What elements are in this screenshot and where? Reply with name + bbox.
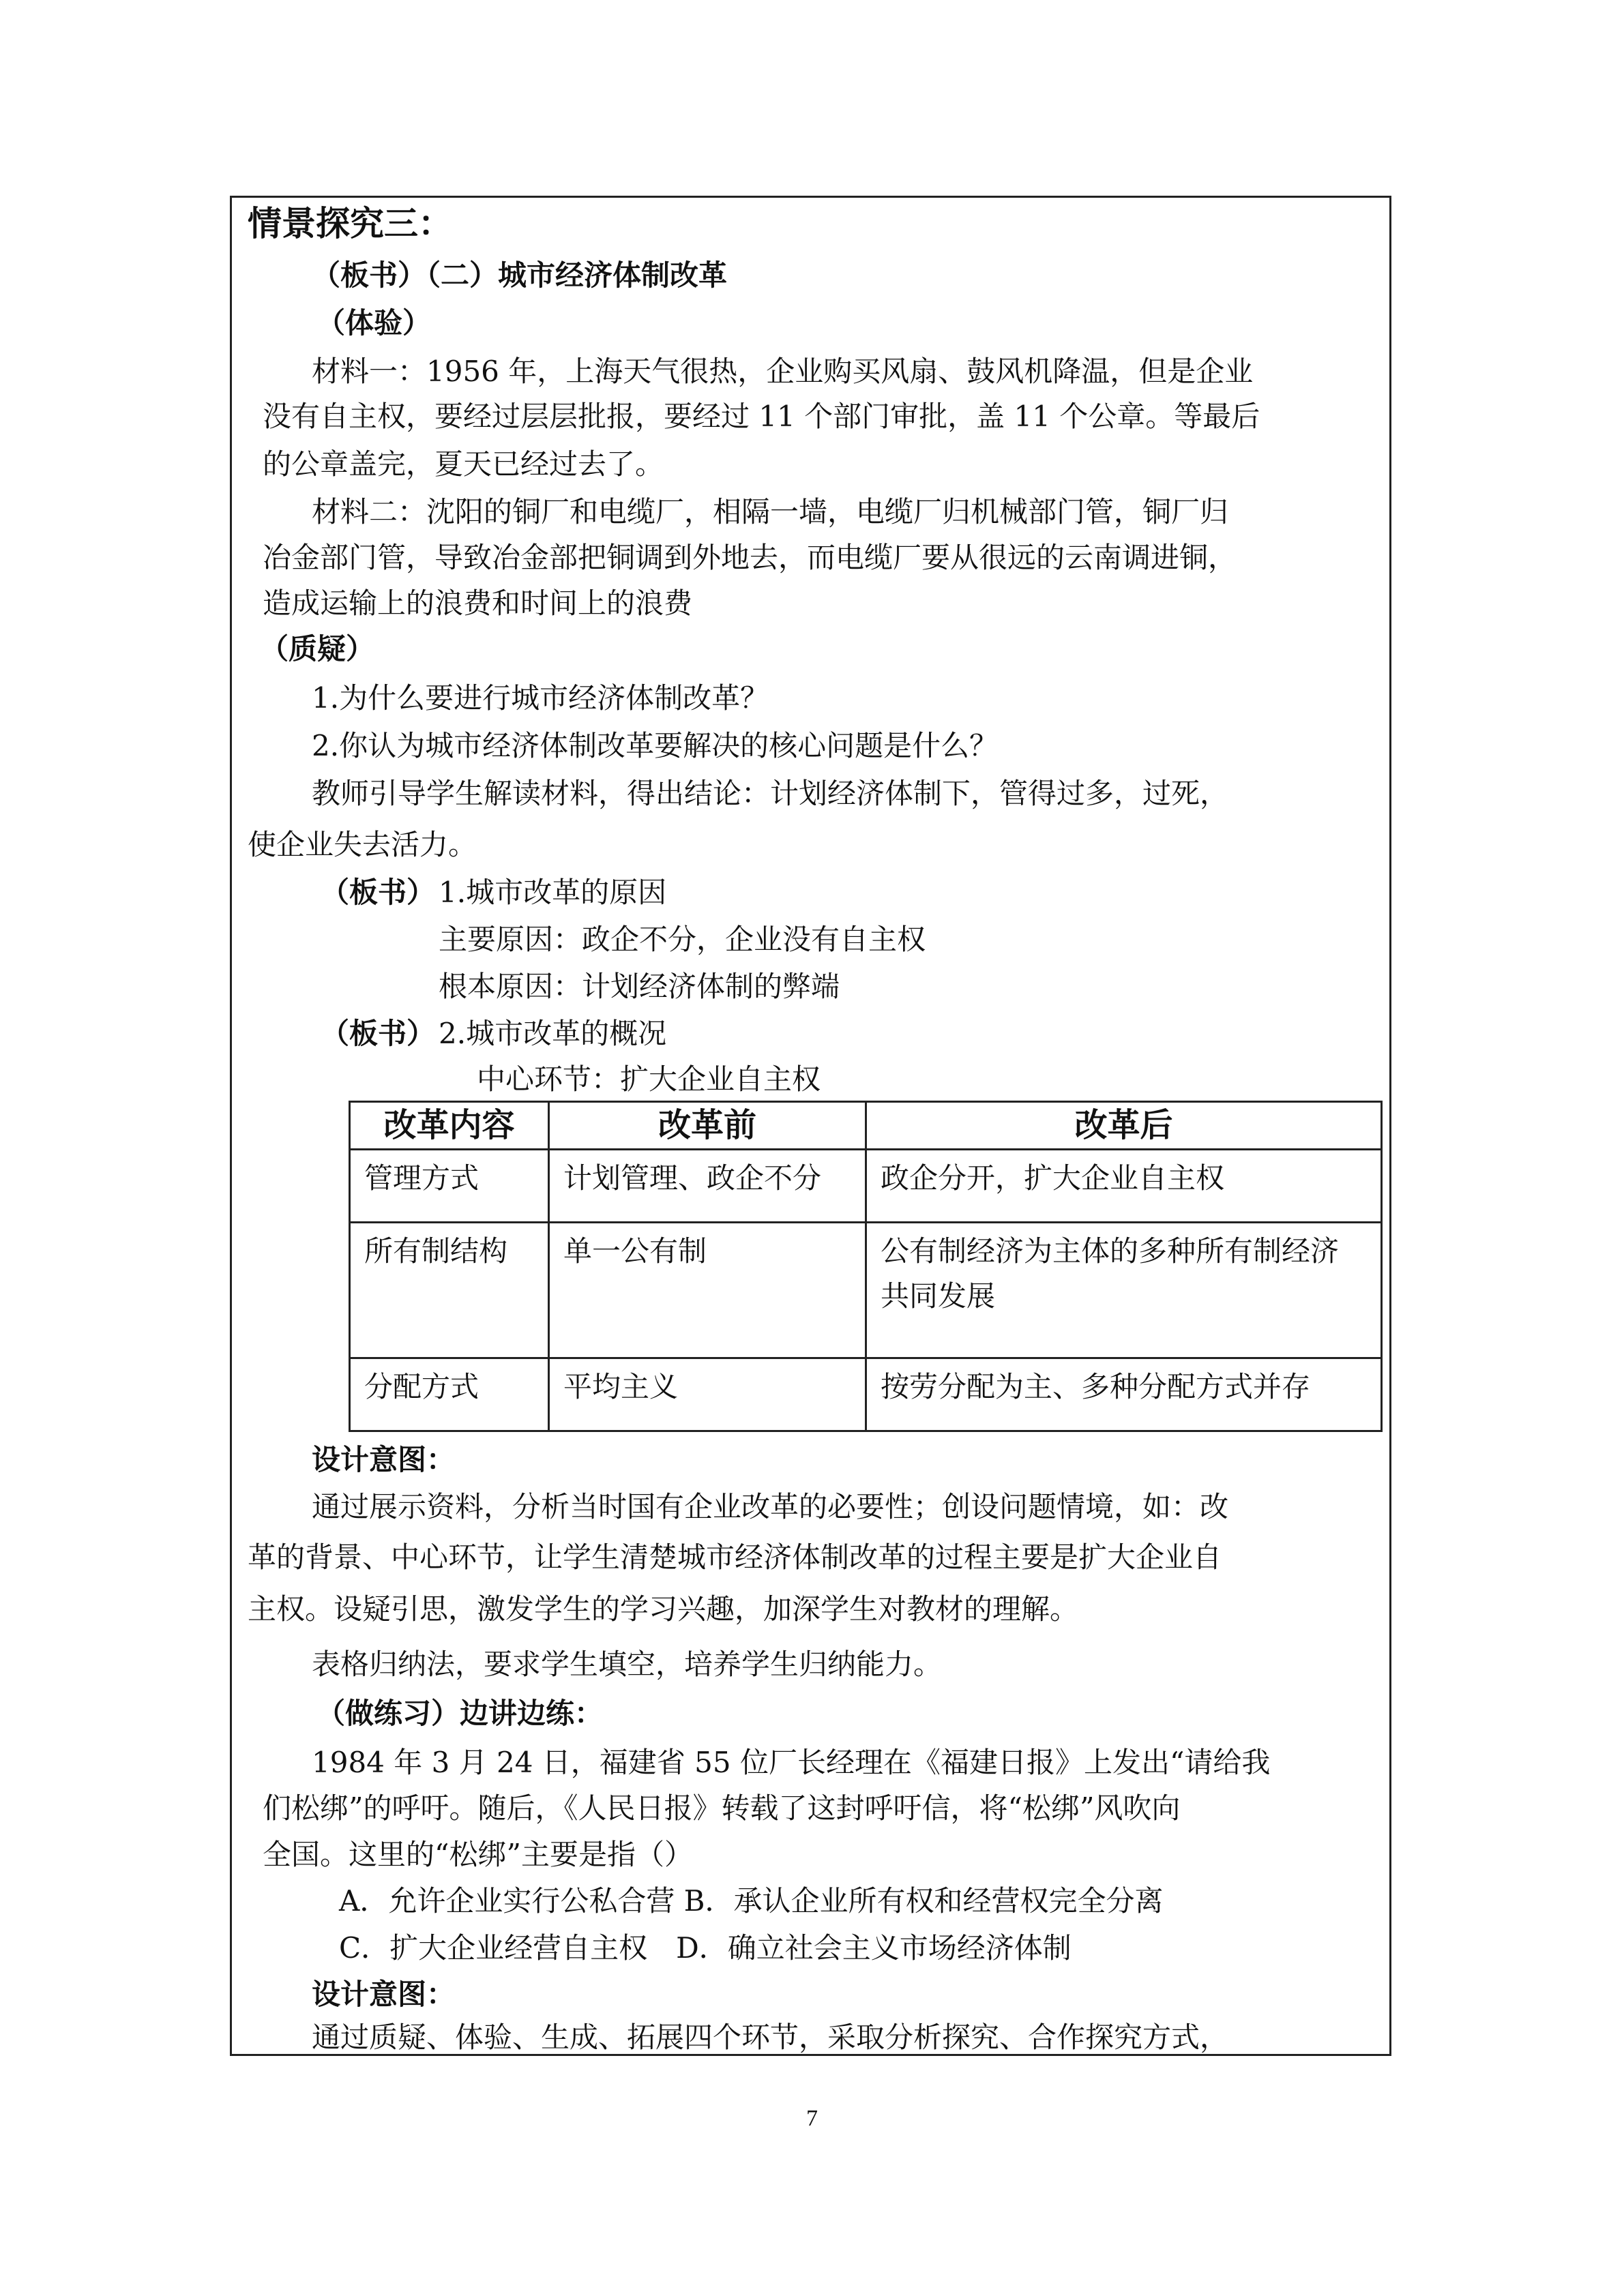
material1-line: 的公章盖完，夏天已经过去了。 <box>263 447 664 481</box>
question-item: 2.你认为城市经济体制改革要解决的核心问题是什么？ <box>312 729 999 762</box>
design-text-line: 革的背景、中心环节，让学生清楚城市经济体制改革的过程主要是扩大企业自 <box>248 1540 1222 1574</box>
table-header-row <box>350 1102 1382 1150</box>
table-row <box>350 1223 1382 1358</box>
design-label: 设计意图： <box>312 1978 456 2011</box>
table-cell: 分配方式 <box>350 1358 549 1431</box>
experience-label: （体验） <box>316 306 432 340</box>
board1-main-reason: 主要原因：政企不分，企业没有自主权 <box>439 923 926 956</box>
design-text-line: 通过展示资料，分析当时国有企业改革的必要性；创设问题情境，如：改 <box>312 1490 1229 1523</box>
section-title: 情景探究三： <box>248 204 452 243</box>
table-cell: 政企分开，扩大企业自主权 <box>866 1150 1382 1223</box>
table-header: 改革内容 <box>350 1102 549 1150</box>
practice-text-line: 全国。这里的“松绑”主要是指（） <box>263 1838 693 1871</box>
table-cell: 按劳分配为主、多种分配方式并存 <box>866 1358 1382 1431</box>
table-row <box>350 1358 1382 1431</box>
table-header: 改革前 <box>549 1102 866 1150</box>
design-label: 设计意图： <box>312 1443 456 1476</box>
material2-line: 冶金部门管，导致冶金部把铜调到外地去，而电缆厂要从很远的云南调进铜， <box>263 541 1237 574</box>
board1-label: （板书） <box>321 876 436 909</box>
board1-title: 1.城市改革的原因 <box>439 876 667 909</box>
table-cell: 单一公有制 <box>549 1223 866 1358</box>
teacher-guide-line: 教师引导学生解读材料，得出结论：计划经济体制下，管得过多，过死， <box>312 777 1229 810</box>
material2-line: 材料二：沈阳的铜厂和电缆厂，相隔一墙，电缆厂归机械部门管，铜厂归 <box>312 495 1229 528</box>
board2-label: （板书） <box>321 1017 436 1050</box>
material2-line: 造成运输上的浪费和时间上的浪费 <box>263 586 693 620</box>
material1-line: 没有自主权，要经过层层批报，要经过 11 个部门审批，盖 11 个公章。等最后 <box>263 400 1260 433</box>
design-text-line: 主权。设疑引思，激发学生的学习兴趣，加深学生对教材的理解。 <box>248 1592 1079 1626</box>
option-line: C．扩大企业经营自主权 D．确立社会主义市场经济体制 <box>339 1931 1072 1965</box>
design-text-line: 通过质疑、体验、生成、拓展四个环节，采取分析探究、合作探究方式， <box>312 2021 1229 2054</box>
table-cell: 所有制结构 <box>350 1223 549 1358</box>
table-method-line: 表格归纳法，要求学生填空，培养学生归纳能力。 <box>312 1648 943 1681</box>
table-cell: 平均主义 <box>549 1358 866 1431</box>
table-row <box>350 1150 1382 1223</box>
table-header: 改革后 <box>866 1102 1382 1150</box>
board-heading: （板书）（二）城市经济体制改革 <box>312 258 728 292</box>
board1-root-reason: 根本原因：计划经济体制的弊端 <box>439 970 840 1003</box>
table-cell: 管理方式 <box>350 1150 549 1223</box>
option-line: A．允许企业实行公私合营 B．承认企业所有权和经营权完全分离 <box>339 1884 1164 1918</box>
practice-label: （做练习）边讲边练： <box>316 1697 604 1730</box>
reform-table <box>349 1101 1383 1432</box>
practice-text-line: 们松绑”的呼吁。随后，《人民日报》转载了这封呼吁信，将“松绑”风吹向 <box>263 1791 1181 1825</box>
practice-text-line: 1984 年 3 月 24 日，福建省 55 位厂长经理在《福建日报》上发出“请给我 <box>312 1746 1271 1779</box>
question-label: （质疑） <box>260 632 375 666</box>
table-cell: 计划管理、政企不分 <box>549 1150 866 1223</box>
material1-line: 材料一：1956 年，上海天气很热，企业购买风扇、鼓风机降温，但是企业 <box>312 355 1254 388</box>
board2-center: 中心环节：扩大企业自主权 <box>477 1062 821 1096</box>
question-item: 1.为什么要进行城市经济体制改革？ <box>312 681 769 715</box>
table-cell: 公有制经济为主体的多种所有制经济共同发展 <box>866 1223 1382 1358</box>
page-number: 7 <box>806 2106 818 2131</box>
teacher-guide-line: 使企业失去活力。 <box>248 828 477 861</box>
board2-title: 2.城市改革的概况 <box>439 1017 667 1050</box>
